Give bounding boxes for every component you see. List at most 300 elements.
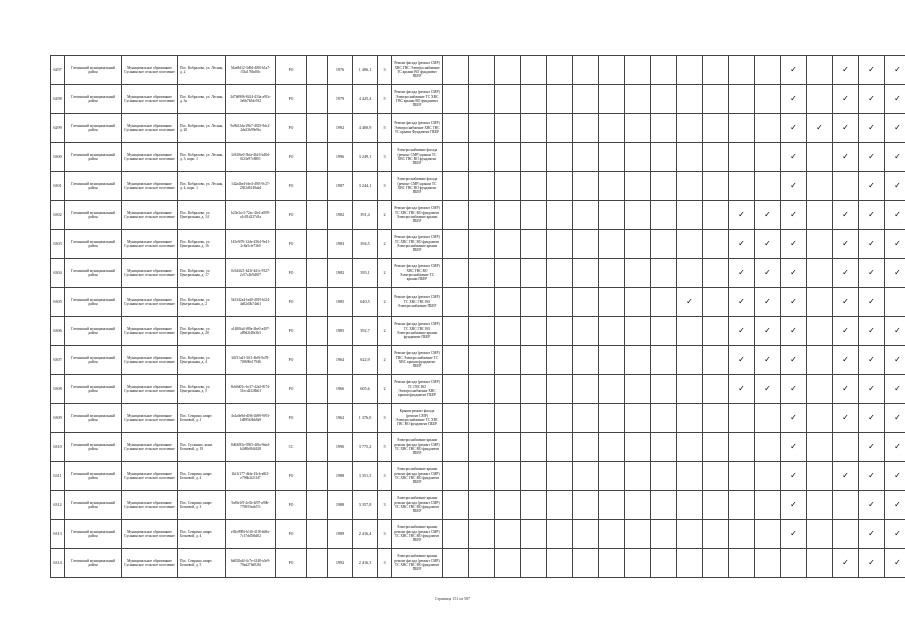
- empty-cell: [755, 172, 781, 201]
- empty-cell: [495, 491, 521, 520]
- empty-cell: [677, 201, 703, 230]
- check-icon: ✓: [859, 259, 885, 288]
- empty-cell: [625, 549, 651, 578]
- empty-cell: [443, 520, 469, 549]
- empty-cell: [677, 549, 703, 578]
- floors-cell: 3: [378, 491, 392, 520]
- check-icon: ✓: [781, 172, 807, 201]
- works-cell: Электроснабжение крыши ремонт фасада (ремонт СМР) ТС ХВС ГВС ВО фундамент ПБЕР: [392, 491, 443, 520]
- empty-cell: [625, 520, 651, 549]
- empty-cell: [755, 491, 781, 520]
- type-cell: РО: [276, 201, 307, 230]
- works-cell: Ремонт фасада (ремонт СМР) ТС ХВС ГВС ВО Электроснабжение крыши фундамент ПБЕР: [392, 317, 443, 346]
- guid-cell: 8cb8d01c-bc37-42a5-8f74-31ecd2328b61: [226, 375, 276, 404]
- empty-cell: [469, 143, 495, 172]
- empty-cell: [677, 172, 703, 201]
- empty-cell: [807, 346, 833, 375]
- address-cell: Пос. Семрино, кварт. Бельевой, д. 5: [178, 549, 226, 578]
- empty-cell: [443, 85, 469, 114]
- empty-cell: [677, 462, 703, 491]
- district-cell: Гатчинский муниципальный район: [65, 172, 122, 201]
- empty-cell: [833, 172, 859, 201]
- empty-cell: [495, 114, 521, 143]
- empty-cell: [547, 114, 573, 143]
- row-number: 6314: [51, 549, 65, 578]
- empty-cell: [547, 404, 573, 433]
- empty-cell: [307, 433, 328, 462]
- floors-cell: 2: [378, 259, 392, 288]
- type-cell: РО: [276, 143, 307, 172]
- empty-cell: [807, 491, 833, 520]
- empty-cell: [625, 56, 651, 85]
- district-cell: Гатчинский муниципальный район: [65, 143, 122, 172]
- empty-cell: [307, 462, 328, 491]
- empty-cell: [521, 491, 547, 520]
- empty-cell: [307, 114, 328, 143]
- check-icon: ✓: [729, 317, 755, 346]
- empty-cell: [495, 317, 521, 346]
- empty-cell: [703, 85, 729, 114]
- empty-cell: [833, 520, 859, 549]
- empty-cell: [521, 462, 547, 491]
- year-cell: 1962: [328, 404, 353, 433]
- check-icon: ✓: [781, 259, 807, 288]
- table-body: [51, 56, 905, 578]
- works-cell: Ремонт фасада (ремонт СМР) Электроснабжение ХВС ГВС ТС крыши Фундамент ПБЕР: [392, 114, 443, 143]
- empty-cell: [469, 346, 495, 375]
- works-cell: Электроснабжение крыши ремонт фасада (ремонт СМР) ТС ХВС ГВС ВО фундамент ПБЕР: [392, 549, 443, 578]
- check-icon: ✓: [833, 259, 859, 288]
- check-icon: ✓: [755, 317, 781, 346]
- year-cell: 1964: [328, 346, 353, 375]
- district-cell: Гатчинский муниципальный район: [65, 259, 122, 288]
- empty-cell: [599, 462, 625, 491]
- empty-cell: [443, 114, 469, 143]
- check-icon: ✓: [859, 201, 885, 230]
- works-cell: Ремонт фасада (ремонт СМР) ТС ХВС ГВС ВО Электроснабжение ПБЕР: [392, 288, 443, 317]
- works-cell: Ремонт фасада (ремонт СМР) ТС ХВС ГВС ВО фундамент Электроснабжение крыши ПБЕР: [392, 201, 443, 230]
- address-cell: Пос. Кобралово, ул. Лесная, д. 20: [178, 114, 226, 143]
- empty-cell: [443, 375, 469, 404]
- empty-cell: [547, 317, 573, 346]
- check-icon: ✓: [859, 346, 885, 375]
- empty-cell: [573, 375, 599, 404]
- empty-cell: [599, 346, 625, 375]
- empty-cell: [625, 433, 651, 462]
- empty-cell: [599, 520, 625, 549]
- district-cell: Гатчинский муниципальный район: [65, 375, 122, 404]
- works-cell: Ремонт фасада (ремонт СМР) ТС ГВС ВО Электроснабжение ХВС крыши фундамент ПБЕР: [392, 375, 443, 404]
- empty-cell: [307, 259, 328, 288]
- empty-cell: [495, 462, 521, 491]
- row-number: 6302: [51, 201, 65, 230]
- empty-cell: [469, 549, 495, 578]
- district-cell: Гатчинский муниципальный район: [65, 317, 122, 346]
- empty-cell: [807, 520, 833, 549]
- empty-cell: [573, 491, 599, 520]
- guid-cell: 9a8fe1f9-2e3b-4f97-a90b-776955eab57c: [226, 491, 276, 520]
- empty-cell: [625, 317, 651, 346]
- settlement-cell: Муниципальное образование Сусанинское сельское поселение: [122, 230, 178, 259]
- check-icon: ✓: [885, 230, 905, 259]
- empty-cell: [573, 288, 599, 317]
- empty-cell: [307, 230, 328, 259]
- area-cell: 3 244,1: [353, 172, 378, 201]
- check-icon: ✓: [859, 404, 885, 433]
- district-cell: Гатчинский муниципальный район: [65, 288, 122, 317]
- address-cell: Пос. Кобралово, ул. Центральная, д. 5: [178, 375, 226, 404]
- guid-cell: 9a9b52da-29b7-4925-9dc2-2da33b99e9fa: [226, 114, 276, 143]
- row-number: 6300: [51, 143, 65, 172]
- floors-cell: 3: [378, 56, 392, 85]
- empty-cell: [677, 85, 703, 114]
- empty-cell: [547, 375, 573, 404]
- check-icon: ✓: [833, 143, 859, 172]
- address-cell: Пос. Кобралово, ул. Лесная, д. 3, корп. 1: [178, 143, 226, 172]
- empty-cell: [755, 143, 781, 172]
- floors-cell: 3: [378, 549, 392, 578]
- row-number: 6311: [51, 462, 65, 491]
- check-icon: ✓: [833, 230, 859, 259]
- guid-cell: a1480fa4-f89a-4be0-a407-a89d2f48e3b3: [226, 317, 276, 346]
- works-cell: Крыши ремонт фасада (ремонт СМР) Электроснабжение ТС ХВС ГВС ВО фундамент ПБЕР: [392, 404, 443, 433]
- address-cell: Пос. Кобралово, ул. Центральная, д. 16: [178, 230, 226, 259]
- guid-cell: 2d7b8906-8414-433a-a91b-3e6b7b5dc932: [226, 85, 276, 114]
- empty-cell: [755, 56, 781, 85]
- empty-cell: [651, 56, 677, 85]
- check-icon: ✓: [885, 172, 905, 201]
- empty-cell: [521, 172, 547, 201]
- empty-cell: [729, 85, 755, 114]
- empty-cell: [729, 462, 755, 491]
- empty-cell: [625, 491, 651, 520]
- page-footer: Страница 151 из 587: [434, 596, 471, 601]
- empty-cell: [599, 114, 625, 143]
- check-icon: ✓: [859, 230, 885, 259]
- empty-cell: [651, 114, 677, 143]
- empty-cell: [703, 375, 729, 404]
- empty-cell: [599, 143, 625, 172]
- empty-cell: [703, 143, 729, 172]
- empty-cell: [573, 433, 599, 462]
- empty-cell: [703, 520, 729, 549]
- empty-cell: [651, 549, 677, 578]
- empty-cell: [651, 433, 677, 462]
- empty-cell: [703, 56, 729, 85]
- empty-cell: [625, 114, 651, 143]
- empty-cell: [495, 172, 521, 201]
- table-row: [51, 288, 905, 317]
- empty-cell: [651, 346, 677, 375]
- check-icon: ✓: [729, 259, 755, 288]
- empty-cell: [521, 433, 547, 462]
- empty-cell: [469, 375, 495, 404]
- floors-cell: 2: [378, 317, 392, 346]
- type-cell: РО: [276, 172, 307, 201]
- empty-cell: [307, 549, 328, 578]
- empty-cell: [443, 491, 469, 520]
- type-cell: РО: [276, 549, 307, 578]
- empty-cell: [703, 404, 729, 433]
- empty-cell: [807, 259, 833, 288]
- empty-cell: [547, 143, 573, 172]
- empty-cell: [755, 433, 781, 462]
- check-icon: ✓: [859, 549, 885, 578]
- type-cell: РО: [276, 56, 307, 85]
- area-cell: 4 425,4: [353, 85, 378, 114]
- row-number: 6305: [51, 288, 65, 317]
- empty-cell: [807, 375, 833, 404]
- address-cell: Пос. Кобралово, ул. Лесная, д. 4, корп. 1: [178, 172, 226, 201]
- empty-cell: [651, 259, 677, 288]
- settlement-cell: Муниципальное образование Сусанинское сельское поселение: [122, 288, 178, 317]
- empty-cell: [677, 230, 703, 259]
- table-row: [51, 317, 905, 346]
- check-icon: ✓: [885, 85, 905, 114]
- settlement-cell: Муниципальное образование Сусанинское сельское поселение: [122, 404, 178, 433]
- empty-cell: [651, 85, 677, 114]
- address-cell: Пос. Кобралово, ул. Центральная, д. 20: [178, 317, 226, 346]
- empty-cell: [729, 114, 755, 143]
- district-cell: Гатчинский муниципальный район: [65, 520, 122, 549]
- empty-cell: [625, 404, 651, 433]
- table-row: [51, 56, 905, 85]
- empty-cell: [703, 259, 729, 288]
- floors-cell: 3: [378, 404, 392, 433]
- settlement-cell: Муниципальное образование Сусанинское сельское поселение: [122, 375, 178, 404]
- row-number: 6308: [51, 375, 65, 404]
- empty-cell: [469, 259, 495, 288]
- floors-cell: 2: [378, 201, 392, 230]
- check-icon: ✓: [677, 288, 703, 317]
- empty-cell: [599, 433, 625, 462]
- row-number: 6298: [51, 85, 65, 114]
- empty-cell: [573, 201, 599, 230]
- check-icon: ✓: [885, 56, 905, 85]
- floors-cell: 2: [378, 375, 392, 404]
- district-cell: Гатчинский муниципальный район: [65, 404, 122, 433]
- empty-cell: [677, 520, 703, 549]
- empty-cell: [307, 143, 328, 172]
- empty-cell: [307, 491, 328, 520]
- empty-cell: [495, 288, 521, 317]
- empty-cell: [521, 404, 547, 433]
- empty-cell: [729, 172, 755, 201]
- settlement-cell: Муниципальное образование Сусанинское сельское поселение: [122, 491, 178, 520]
- type-cell: РО: [276, 230, 307, 259]
- empty-cell: [573, 230, 599, 259]
- empty-cell: [469, 317, 495, 346]
- check-icon: ✓: [833, 288, 859, 317]
- check-icon: ✓: [755, 288, 781, 317]
- check-icon: ✓: [781, 317, 807, 346]
- check-icon: ✓: [729, 288, 755, 317]
- settlement-cell: Муниципальное образование Сусанинское сельское поселение: [122, 433, 178, 462]
- check-icon: ✓: [859, 520, 885, 549]
- floors-cell: 5: [378, 85, 392, 114]
- settlement-cell: Муниципальное образование Сусанинское сельское поселение: [122, 172, 178, 201]
- district-cell: Гатчинский муниципальный район: [65, 85, 122, 114]
- empty-cell: [599, 375, 625, 404]
- table-row: [51, 491, 905, 520]
- empty-cell: [547, 549, 573, 578]
- empty-cell: [755, 404, 781, 433]
- guid-cell: 4c4a0e8d-d0f6-4b99-9f93-1d885b3bb8a9: [226, 404, 276, 433]
- row-number: 6306: [51, 317, 65, 346]
- area-cell: 391,4: [353, 201, 378, 230]
- empty-cell: [729, 433, 755, 462]
- type-cell: РО: [276, 462, 307, 491]
- empty-cell: [469, 433, 495, 462]
- empty-cell: [307, 56, 328, 85]
- check-icon: ✓: [833, 56, 859, 85]
- check-icon: ✓: [755, 375, 781, 404]
- empty-cell: [443, 288, 469, 317]
- floors-cell: 2: [378, 346, 392, 375]
- empty-cell: [651, 288, 677, 317]
- district-cell: Гатчинский муниципальный район: [65, 433, 122, 462]
- guid-cell: b23e3cc3-72ac-4fe2-a899-a1c81d237d1a: [226, 201, 276, 230]
- year-cell: 1996: [328, 143, 353, 172]
- empty-cell: [651, 491, 677, 520]
- check-icon: ✓: [781, 404, 807, 433]
- empty-cell: [625, 259, 651, 288]
- table-row: [51, 172, 905, 201]
- check-icon: ✓: [781, 114, 807, 143]
- works-cell: Электроснабжение крыши ремонт фасада (ремонт СМР) ТС ХВС ГВС ВО фундамент ПБЕР: [392, 520, 443, 549]
- check-icon: ✓: [885, 346, 905, 375]
- area-cell: 4 400,9: [353, 114, 378, 143]
- empty-cell: [573, 85, 599, 114]
- floors-cell: 5: [378, 433, 392, 462]
- empty-cell: [807, 317, 833, 346]
- check-icon: ✓: [885, 317, 905, 346]
- empty-cell: [495, 433, 521, 462]
- empty-cell: [729, 404, 755, 433]
- empty-cell: [677, 375, 703, 404]
- settlement-cell: Муниципальное образование Сусанинское сельское поселение: [122, 56, 178, 85]
- empty-cell: [495, 549, 521, 578]
- empty-cell: [573, 114, 599, 143]
- empty-cell: [599, 56, 625, 85]
- empty-cell: [807, 143, 833, 172]
- row-number: 6312: [51, 491, 65, 520]
- empty-cell: [807, 201, 833, 230]
- empty-cell: [495, 201, 521, 230]
- empty-cell: [625, 288, 651, 317]
- area-cell: 1 376,0: [353, 404, 378, 433]
- empty-cell: [599, 172, 625, 201]
- empty-cell: [573, 259, 599, 288]
- empty-cell: [547, 491, 573, 520]
- empty-cell: [755, 549, 781, 578]
- area-cell: 394,5: [353, 230, 378, 259]
- empty-cell: [625, 85, 651, 114]
- check-icon: ✓: [885, 201, 905, 230]
- year-cell: 1987: [328, 172, 353, 201]
- guid-cell: 8d63f85e-0505-4f8a-9da4-b2d8b06f4428: [226, 433, 276, 462]
- type-cell: РО: [276, 520, 307, 549]
- empty-cell: [807, 172, 833, 201]
- guid-cell: e38a9906-b1f0-41f8-bb9a-7c17dd5f6d02: [226, 520, 276, 549]
- register-sheet: [50, 55, 901, 593]
- empty-cell: [677, 491, 703, 520]
- works-cell: Электроснабжение фасада (ремонт СМР) крыши ТС ХВС ГВС ВО фундамент ПБЕР: [392, 172, 443, 201]
- empty-cell: [599, 230, 625, 259]
- empty-cell: [625, 462, 651, 491]
- empty-cell: [521, 317, 547, 346]
- empty-cell: [703, 462, 729, 491]
- district-cell: Гатчинский муниципальный район: [65, 491, 122, 520]
- empty-cell: [521, 143, 547, 172]
- empty-cell: [755, 520, 781, 549]
- check-icon: ✓: [755, 346, 781, 375]
- check-icon: ✓: [781, 520, 807, 549]
- empty-cell: [599, 201, 625, 230]
- check-icon: ✓: [833, 462, 859, 491]
- empty-cell: [651, 201, 677, 230]
- district-cell: Гатчинский муниципальный район: [65, 230, 122, 259]
- empty-cell: [307, 288, 328, 317]
- empty-cell: [307, 85, 328, 114]
- empty-cell: [547, 85, 573, 114]
- empty-cell: [703, 230, 729, 259]
- empty-cell: [443, 549, 469, 578]
- empty-cell: [495, 520, 521, 549]
- empty-cell: [755, 462, 781, 491]
- empty-cell: [651, 462, 677, 491]
- year-cell: 1990: [328, 433, 353, 462]
- empty-cell: [547, 520, 573, 549]
- row-number: 6299: [51, 114, 65, 143]
- table-row: [51, 346, 905, 375]
- empty-cell: [807, 404, 833, 433]
- empty-cell: [729, 491, 755, 520]
- row-number: 6307: [51, 346, 65, 375]
- year-cell: 1992: [328, 549, 353, 578]
- check-icon: ✓: [781, 433, 807, 462]
- empty-cell: [469, 85, 495, 114]
- settlement-cell: Муниципальное образование Сусанинское сельское поселение: [122, 317, 178, 346]
- empty-cell: [599, 317, 625, 346]
- empty-cell: [807, 549, 833, 578]
- type-cell: РО: [276, 114, 307, 143]
- works-cell: Ремонт фасада (ремонт СМР) ТС ХВС ГВС ВО фундамент Электроснабжение крыши ПБЕР: [392, 230, 443, 259]
- check-icon: ✓: [859, 114, 885, 143]
- year-cell: 1988: [328, 462, 353, 491]
- year-cell: 1989: [328, 520, 353, 549]
- empty-cell: [599, 288, 625, 317]
- empty-cell: [443, 172, 469, 201]
- works-cell: Электроснабжение фасада (ремонт СМР) крыши ТС ХВС ГВС ВО фундамент ПБЕР: [392, 143, 443, 172]
- table-row: [51, 462, 905, 491]
- table-row: [51, 85, 905, 114]
- check-icon: ✓: [755, 201, 781, 230]
- guid-cell: 54ae8d12-3d9d-4f80-b1a7-f33a176bd0fc: [226, 56, 276, 85]
- settlement-cell: Муниципальное образование Сусанинское сельское поселение: [122, 462, 178, 491]
- empty-cell: [307, 317, 328, 346]
- district-cell: Гатчинский муниципальный район: [65, 114, 122, 143]
- works-cell: Ремонт фасада (ремонт СМР) ГВС Электроснабжение ТС ХВС крыши фундамент ПБЕР: [392, 346, 443, 375]
- empty-cell: [703, 114, 729, 143]
- floors-cell: 5: [378, 114, 392, 143]
- year-cell: 1985: [328, 288, 353, 317]
- empty-cell: [573, 346, 599, 375]
- check-icon: ✓: [859, 317, 885, 346]
- check-icon: ✓: [781, 288, 807, 317]
- empty-cell: [677, 433, 703, 462]
- empty-cell: [547, 172, 573, 201]
